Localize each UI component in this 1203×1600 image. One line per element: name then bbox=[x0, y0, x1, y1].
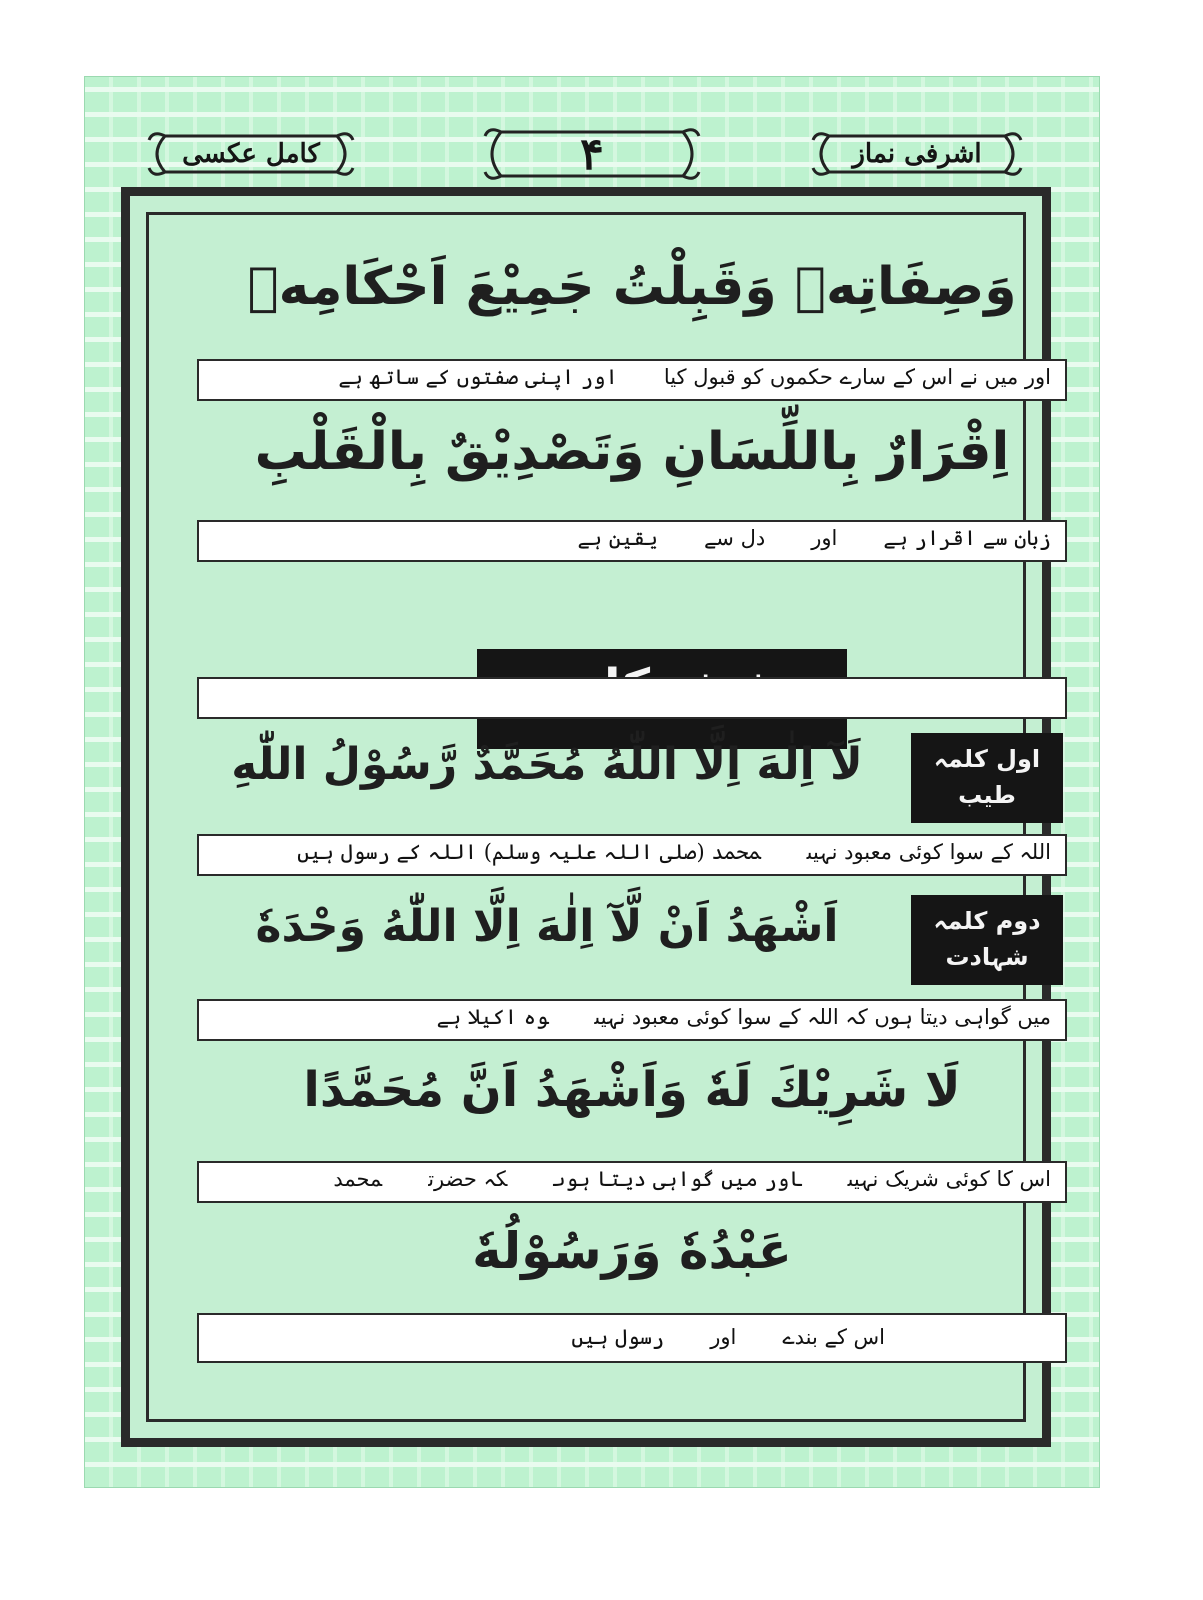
continuation-line-1-arabic: لَا شَرِيْكَ لَهٗ وَاَشْهَدُ اَنَّ مُحَمَّدًا bbox=[303, 1062, 961, 1118]
arabic-line-2: اِقْرَارٌ بِاللِّسَانِ وَتَصْدِيْقٌ بِالْقَلْبِ bbox=[254, 422, 1010, 482]
kalima-2-translation: میں گواہی دیتا ہوں کہ اللہ کے سوا کوئی معبود نہیںوہ اکیلا ہے bbox=[197, 999, 1067, 1041]
translation-line-2: زبان سے اقرار ہےاوردل سےیقین ہے bbox=[197, 520, 1067, 562]
continuation-line-2-arabic: عَبْدُهٗ وَرَسُوْلُهٗ bbox=[472, 1222, 792, 1280]
header-page-number bbox=[479, 124, 705, 184]
translation-line-1: اور میں نے اس کے سارے حکموں کو قبول کیااور اپنی صفتوں کے ساتھ ہے bbox=[197, 359, 1067, 401]
continuation-line-2-translation: اس کے بندےاوررسول ہیں bbox=[197, 1313, 1067, 1363]
kalima-1-arabic: لَآ اِلٰهَ اِلَّا اللّٰهُ مُحَمَّدٌ رَّسُوْلُ اللّٰهِ bbox=[231, 739, 863, 790]
continuation-line-1-translation: اس کا کوئی شریک نہیںاور میں گواہی دیتا ہوںکہ حضرتمحمد bbox=[197, 1161, 1067, 1203]
book-page bbox=[84, 76, 1100, 1488]
header-book-title bbox=[809, 124, 1025, 184]
blank-translation-box bbox=[197, 677, 1067, 719]
arabic-line-1: وَصِفَاتِهٖ وَقَبِلْتُ جَمِيْعَ اَحْكَامِهٖ bbox=[247, 257, 1017, 317]
kalima-2-label: دوم کلمہ شہادت bbox=[911, 895, 1063, 985]
header-right-text: اشرفی نماز bbox=[852, 139, 982, 169]
kalima-1-translation: اللہ کے سوا کوئی معبود نہیںمحمد (صلی اللہ علیہ وسلم) اللہ کے رسول ہیں bbox=[197, 834, 1067, 876]
kalima-2-arabic: اَشْهَدُ اَنْ لَّآ اِلٰهَ اِلَّا اللّٰهُ وَحْدَهٗ bbox=[255, 901, 839, 952]
header-section-title bbox=[145, 124, 357, 184]
header-left-text: کامل عکسی bbox=[182, 139, 320, 169]
kalima-1-label: اول کلمہ طیب bbox=[911, 733, 1063, 823]
page-number: ۴ bbox=[580, 128, 604, 180]
